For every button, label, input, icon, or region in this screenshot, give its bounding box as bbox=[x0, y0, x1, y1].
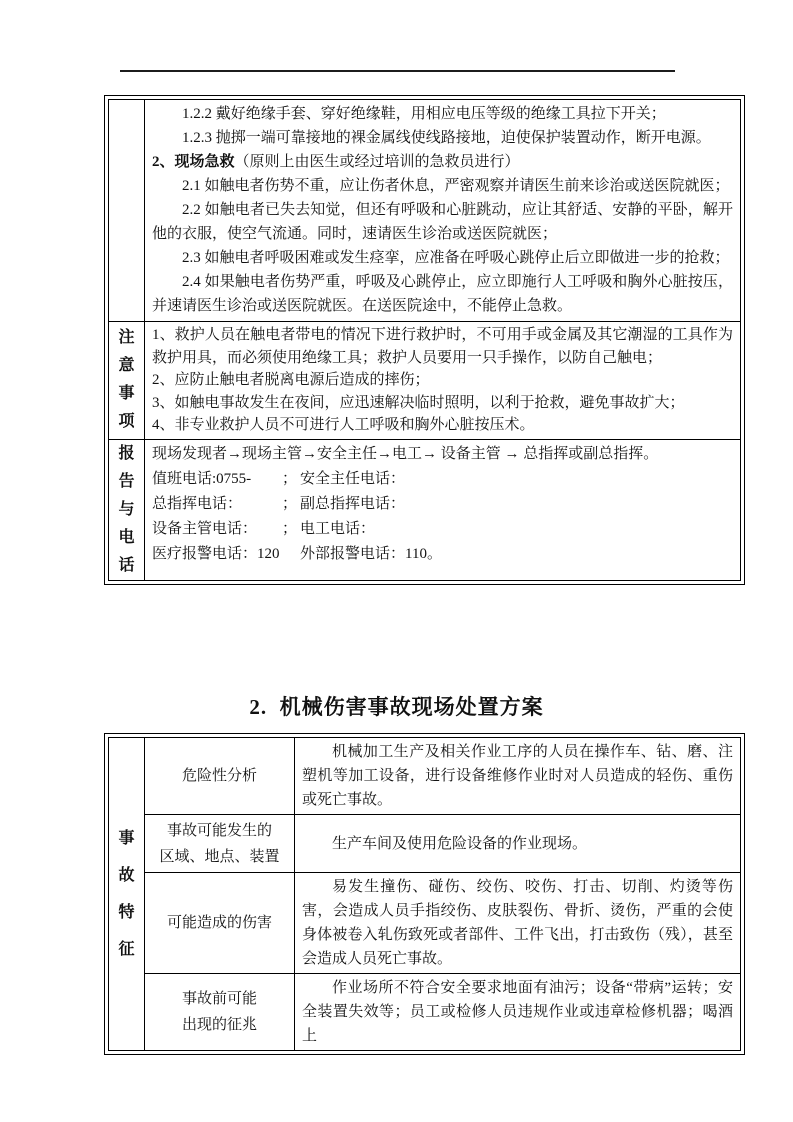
paragraph: 2.1 如触电者伤势不重，应让伤者休息，严密观察并请医生前来诊治或送医院就医； bbox=[182, 178, 730, 194]
phone-label-right: 电工电话： bbox=[300, 520, 376, 537]
mechanical-injury-table-inner bbox=[108, 737, 741, 1051]
risk-analysis-cell bbox=[295, 738, 741, 815]
phone-label-left: 值班电话:0755- bbox=[152, 470, 252, 487]
possible-harm-label bbox=[145, 873, 295, 974]
electric-shock-response-table-inner bbox=[108, 99, 741, 581]
phone-label-left: 医疗报警电话：120 bbox=[152, 545, 280, 562]
label-line: 出现的征兆 bbox=[181, 1017, 257, 1033]
label-line: 区域、地点、装置 bbox=[159, 848, 280, 865]
page-header-rule bbox=[120, 70, 675, 72]
phone-label-left: 设备主管电话： bbox=[152, 520, 258, 537]
paragraph bbox=[152, 150, 733, 174]
phone-label-right: 副总指挥电话： bbox=[300, 495, 406, 512]
row-label-notes: 注 意 事 项 bbox=[109, 322, 145, 440]
bold-lead-text: 2、现场急救 bbox=[152, 154, 235, 170]
table-row-first-aid bbox=[109, 100, 741, 322]
row-label-empty bbox=[109, 100, 145, 322]
label-line: 危险性分析 bbox=[181, 768, 257, 784]
phone-line bbox=[152, 517, 733, 542]
row-label-report-phones: 报 告 与 电 话 bbox=[109, 439, 145, 580]
phone-separator bbox=[282, 542, 300, 567]
phone-line bbox=[152, 492, 733, 517]
warning-signs-cell bbox=[295, 974, 741, 1051]
phone-separator: ； bbox=[282, 495, 298, 512]
risk-analysis-label bbox=[145, 738, 295, 815]
paragraph: 2.3 如触电者呼吸困难或发生痉挛，应准备在呼吸心跳停止后立即做进一步的抢救； bbox=[182, 250, 730, 266]
phone-label-left: 总指挥电话： bbox=[152, 495, 243, 512]
section-title: 2. 机械伤害事故现场处置方案 bbox=[249, 695, 544, 719]
paragraph: 1.2.2 戴好绝缘手套、穿好绝缘鞋，用相应电压等级的绝缘工具拉下开关； bbox=[182, 106, 666, 122]
phone-line bbox=[152, 467, 733, 492]
paragraph: 1、救护人员在触电者带电的情况下进行救护时，不可用手或金属及其它潮湿的工具作为救护用具，而必须使用绝缘工具；救护人员要用一只手操作，以防自己触电； bbox=[152, 327, 733, 366]
paragraph: 3、如触电事故发生在夜间，应迅速解决临时照明，以利于抢救，避免事故扩大； bbox=[152, 394, 685, 411]
table-row-locations bbox=[109, 815, 741, 873]
table-row-possible-harm bbox=[109, 873, 741, 974]
phone-line bbox=[152, 542, 733, 567]
phone-separator: ； bbox=[282, 520, 298, 537]
mechanical-injury-table bbox=[104, 733, 745, 1055]
locations-label bbox=[145, 815, 295, 873]
paragraph: 2.4 如果触电者伤势严重，呼吸及心跳停止，应立即施行人工呼吸和胸外心脏按压，并速请医生诊治或送医院就医。在送医院途中，不能停止急救。 bbox=[152, 274, 733, 314]
paragraph: 2、应防止触电者脱离电源后造成的摔伤； bbox=[152, 372, 430, 388]
label-line: 事故前可能 bbox=[181, 991, 257, 1007]
table-row-notes bbox=[109, 322, 741, 440]
paragraph: 作业场所不符合安全要求地面有油污；设备“带病”运转；安全装置失效等；员工或检修人员违规作业或违章检修机器；喝酒上 bbox=[302, 980, 733, 1044]
label-line: 事故可能发生的 bbox=[166, 822, 272, 839]
table-row-risk-analysis bbox=[109, 738, 741, 815]
paragraph: 机械加工生产及相关作业工序的人员在操作车、钻、磨、注塑机等加工设备，进行设备维修作业时对人员造成的轻伤、重伤或死亡事故。 bbox=[302, 744, 733, 808]
warning-signs-label bbox=[145, 974, 295, 1051]
table-row-warning-signs bbox=[109, 974, 741, 1051]
first-aid-procedures-cell bbox=[145, 100, 741, 322]
label-line: 可能造成的伤害 bbox=[166, 915, 272, 931]
paragraph: 2.2 如触电者已失去知觉，但还有呼吸和心脏跳动，应让其舒适、安静的平卧，解开他的衣服，使空气流通。同时，速请医生诊治或送医院就医； bbox=[152, 202, 733, 242]
table-row-report-phones bbox=[109, 439, 741, 580]
paragraph: 1.2.3 抛掷一端可靠接地的裸金属线使线路接地，迫使保护装置动作，断开电源。 bbox=[182, 130, 711, 146]
row-label-accident-features: 事 故 特 征 bbox=[109, 738, 145, 1051]
electric-shock-response-table bbox=[104, 95, 745, 585]
report-phones-cell bbox=[145, 439, 741, 580]
phone-separator: ； bbox=[282, 470, 298, 487]
phone-label-right: 安全主任电话： bbox=[300, 470, 406, 487]
notes-cell bbox=[145, 322, 741, 440]
locations-cell bbox=[295, 815, 741, 873]
paragraph: 生产车间及使用危险设备的作业现场。 bbox=[332, 835, 588, 852]
paragraph: 易发生撞伤、碰伤、绞伤、咬伤、打击、切削、灼烫等伤害，会造成人员手指绞伤、皮肤裂伤、骨折、烫伤，严重的会使身体被卷入轧伤致死或者部件、工件飞出，打击致伤（残），甚至会造成人员死亡事故。 bbox=[302, 879, 733, 967]
paragraph-rest: （原则上由医生或经过培训的急救员进行） bbox=[234, 154, 520, 170]
phone-label-right: 外部报警电话：110。 bbox=[300, 545, 442, 562]
possible-harm-cell bbox=[295, 873, 741, 974]
paragraph: 4、非专业救护人员不可进行人工呼吸和胸外心脏按压术。 bbox=[152, 417, 535, 433]
report-flow-line: 现场发现者→现场主管→安全主任→电工→ 设备主管 → 总指挥或副总指挥。 bbox=[152, 445, 659, 462]
